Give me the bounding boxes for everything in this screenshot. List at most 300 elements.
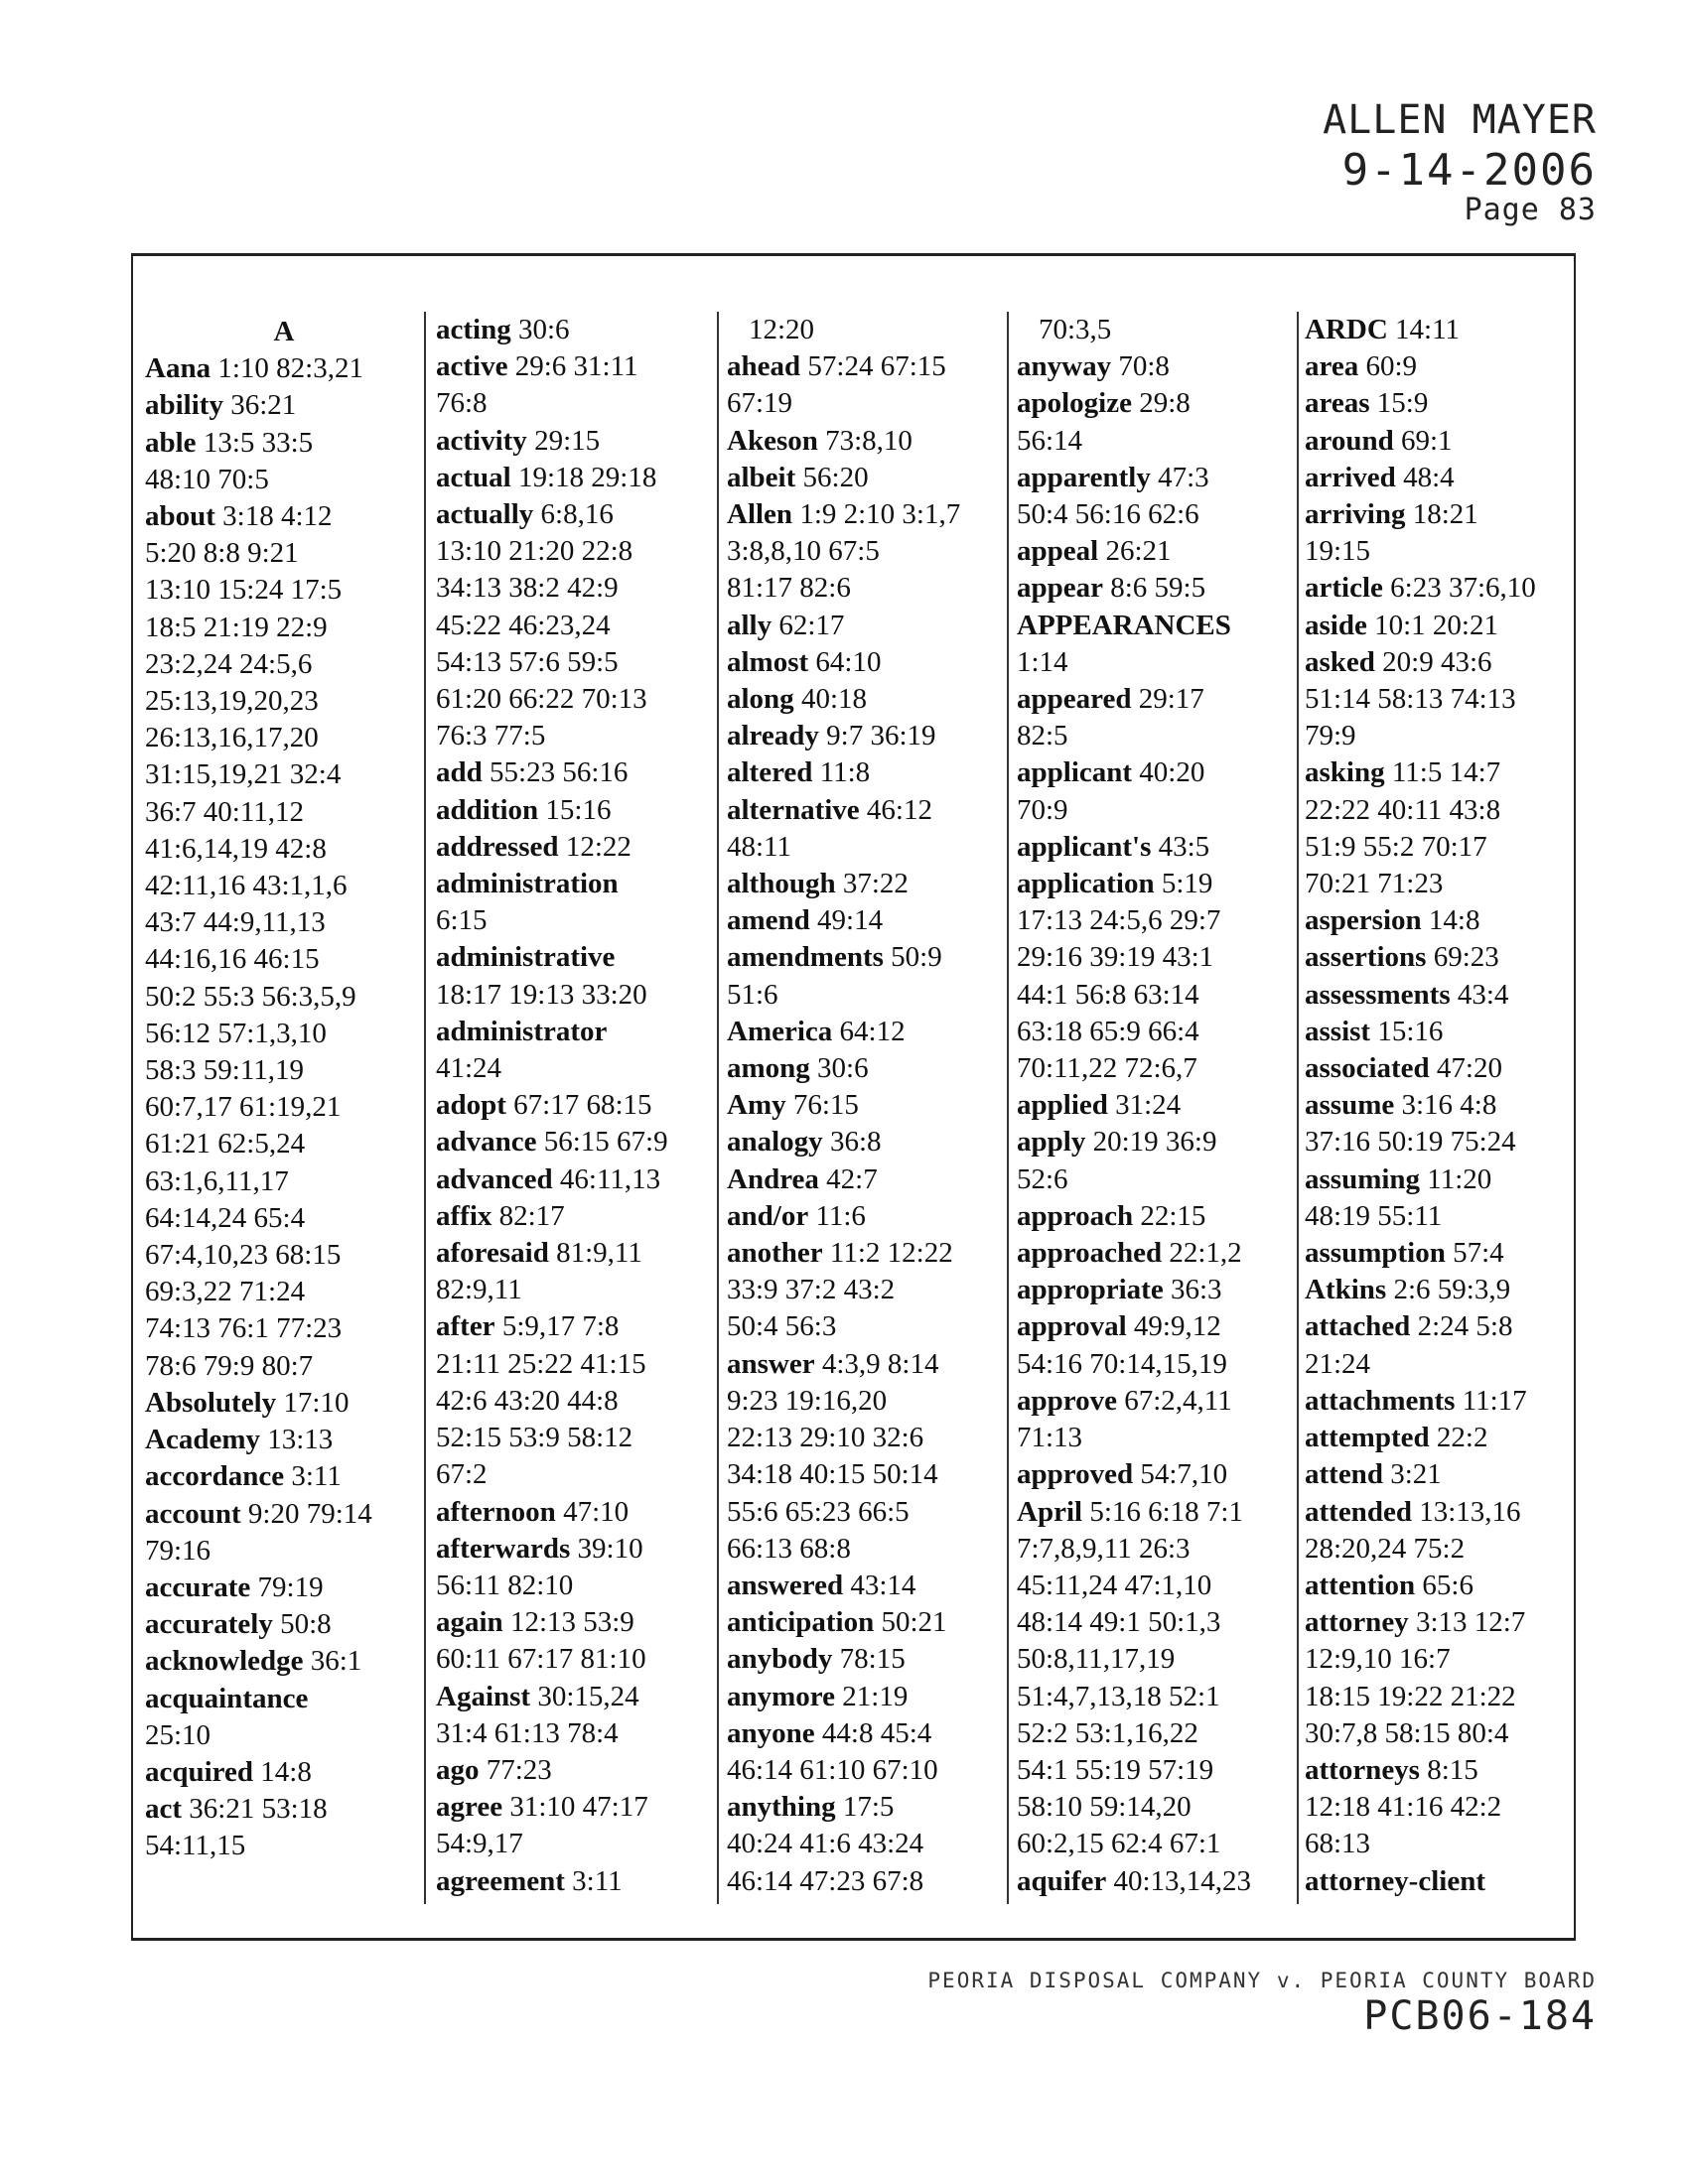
page-number: Page 83: [1464, 193, 1597, 227]
page-line-refs: 40:13,14,23: [1113, 1864, 1252, 1897]
page-line-refs: 20:19 36:9: [1092, 1126, 1217, 1159]
page-line-refs: 15:9: [1376, 387, 1429, 420]
page-line-refs: 81:9,11: [556, 1237, 642, 1270]
page-line-refs: 8:6 59:5: [1110, 572, 1206, 605]
index-term: ally: [727, 609, 772, 641]
page-line-refs: 23:2,24 24:5,6: [145, 647, 313, 680]
index-entry: [1017, 460, 1300, 533]
page-line-refs: 58:10 59:14,20: [1017, 1791, 1192, 1824]
index-term: attention: [1305, 1569, 1416, 1601]
page-line-refs: 46:14 47:23 67:8: [727, 1864, 924, 1897]
page-line-refs: 52:6: [1017, 1162, 1068, 1195]
index-entry: [1305, 902, 1573, 939]
index-term: afterwards: [436, 1532, 571, 1565]
page-line-refs: 31:4 61:13 78:4: [436, 1716, 619, 1749]
page-line-refs: 64:12: [839, 1015, 906, 1047]
page-line-refs: 78:6 79:9 80:7: [145, 1349, 314, 1382]
page-line-refs: 5:16 6:18 7:1: [1089, 1495, 1243, 1528]
index-entry: [436, 1752, 719, 1789]
index-term: Aana: [145, 352, 211, 385]
case-number: PCB06-184: [1363, 1993, 1597, 2039]
page-line-refs: 82:9,11: [436, 1274, 522, 1306]
index-term: aquifer: [1017, 1864, 1107, 1897]
index-entry: [1305, 385, 1573, 422]
index-entry: [145, 350, 423, 387]
index-term: amend: [727, 904, 810, 937]
index-entry: [436, 496, 719, 754]
index-entry: [727, 608, 1010, 644]
index-entry: [1305, 1050, 1573, 1087]
page-line-refs: 42:7: [826, 1162, 878, 1195]
page-line-refs: 12:9,10 16:7: [1305, 1643, 1451, 1676]
page-line-refs: 25:10: [145, 1718, 211, 1751]
page-line-refs: 15:16: [1377, 1015, 1444, 1047]
page-line-refs: 9:7 36:19: [826, 720, 936, 752]
index-entry: [1017, 312, 1300, 348]
index-term: aside: [1305, 609, 1367, 641]
index-entry: [436, 348, 719, 422]
page-line-refs: 11:5 14:7: [1391, 756, 1501, 789]
index-entry: [727, 348, 1010, 422]
page-line-refs: 48:10 70:5: [145, 463, 269, 495]
index-entry: [436, 1124, 719, 1160]
index-entry: [436, 1789, 719, 1862]
page-line-refs: 31:10 47:17: [509, 1791, 648, 1824]
page-line-refs: 30:6: [817, 1052, 869, 1085]
index-entry: [727, 1161, 1010, 1198]
page-line-refs: 20:9 43:6: [1382, 645, 1492, 678]
index-term: Andrea: [727, 1162, 819, 1195]
page-line-refs: 82:17: [498, 1199, 565, 1232]
index-entry: [727, 1087, 1010, 1124]
page-line-refs: 3:13 12:7: [1415, 1606, 1526, 1639]
page-line-refs: 3:16 4:8: [1401, 1089, 1497, 1122]
index-entry: [727, 1641, 1010, 1678]
page-line-refs: 48:14 49:1 50:1,3: [1017, 1606, 1221, 1639]
page-line-refs: 67:17 68:15: [513, 1089, 652, 1122]
index-entry: [727, 1604, 1010, 1641]
page-line-refs: 44:1 56:8 63:14: [1017, 978, 1199, 1011]
index-term: agree: [436, 1791, 503, 1824]
index-entry: [727, 939, 1010, 1013]
index-entry: [1305, 1087, 1573, 1160]
index-term: applicant's: [1017, 830, 1152, 863]
index-entry: [145, 1681, 423, 1754]
index-term: ago: [436, 1753, 480, 1786]
page-line-refs: 2:24 5:8: [1417, 1310, 1513, 1343]
index-entry: [436, 829, 719, 866]
index-term: along: [727, 683, 794, 716]
page-line-refs: 30:7,8 58:15 80:4: [1305, 1716, 1509, 1749]
index-letter-heading: A: [273, 316, 295, 347]
index-entry: [145, 1570, 423, 1606]
page-line-refs: 68:13: [1305, 1828, 1371, 1860]
index-term: approved: [1017, 1458, 1134, 1491]
page-line-refs: 45:11,24 47:1,10: [1017, 1569, 1212, 1601]
page-line-refs: 79:16: [145, 1534, 211, 1567]
index-term: approve: [1017, 1384, 1117, 1417]
page-line-refs: 3:18 4:12: [222, 500, 333, 533]
index-term: adopt: [436, 1089, 506, 1122]
page-line-refs: 51:14 58:13 74:13: [1305, 683, 1516, 716]
page-line-refs: 25:13,19,20,23: [145, 685, 319, 718]
index-term: attended: [1305, 1495, 1412, 1528]
page-line-refs: 1:14: [1017, 645, 1068, 678]
index-term: advanced: [436, 1162, 553, 1195]
index-term: attempted: [1305, 1422, 1430, 1454]
page-line-refs: 76:3 77:5: [436, 720, 546, 752]
page-line-refs: 46:14 61:10 67:10: [727, 1753, 938, 1786]
index-entry: [1305, 312, 1573, 348]
index-entry: [727, 1014, 1010, 1050]
page-line-refs: 8:15: [1427, 1753, 1478, 1786]
index-entry: [145, 498, 423, 1385]
page-line-refs: 47:20: [1436, 1052, 1502, 1085]
index-term: actual: [436, 461, 511, 493]
index-entry: [145, 1422, 423, 1458]
page-line-refs: 52:2 53:1,16,22: [1017, 1716, 1198, 1749]
index-entry: [436, 939, 719, 1013]
index-term: alternative: [727, 793, 860, 826]
index-entry: [1017, 533, 1300, 570]
index-entry: [1305, 1568, 1573, 1604]
page-line-refs: 3:21: [1390, 1458, 1442, 1491]
index-entry: [1305, 496, 1573, 570]
page-line-refs: 4:3,9 8:14: [821, 1347, 939, 1380]
page-line-refs: 36:21 53:18: [189, 1793, 328, 1826]
index-term: acting: [436, 314, 511, 345]
page-line-refs: 2:6 59:3,9: [1393, 1274, 1511, 1306]
index-entry: [1017, 385, 1300, 459]
page-line-refs: 56:12 57:1,3,10: [145, 1017, 327, 1049]
index-entry: [727, 460, 1010, 496]
page-line-refs: 56:15 67:9: [543, 1126, 668, 1159]
index-term: apologize: [1017, 387, 1132, 420]
page-line-refs: 11:2 12:22: [829, 1237, 953, 1270]
index-entry: [1305, 644, 1573, 755]
index-entry: [1305, 608, 1573, 644]
index-term: appeal: [1017, 535, 1099, 568]
index-entry: [145, 425, 423, 498]
page-line-refs: 26:21: [1105, 535, 1172, 568]
index-entry: [727, 423, 1010, 460]
index-term: add: [436, 756, 483, 789]
page-line-refs: 34:13 38:2 42:9: [436, 572, 619, 605]
page-line-refs: 47:3: [1158, 461, 1209, 493]
index-entry: [1017, 681, 1300, 754]
index-term: afternoon: [436, 1495, 556, 1528]
page-line-refs: 14:8: [260, 1755, 312, 1788]
index-term: area: [1305, 350, 1359, 383]
index-term: ability: [145, 389, 223, 422]
index-term: anybody: [727, 1643, 833, 1676]
page-line-refs: 70:3,5: [1039, 314, 1112, 345]
column-divider: [1007, 312, 1009, 1904]
page-line-refs: 77:23: [486, 1753, 552, 1786]
index-entry: [436, 1531, 719, 1604]
page-line-refs: 11:6: [815, 1199, 866, 1232]
index-entry: [436, 1198, 719, 1235]
index-entry: [436, 312, 719, 348]
index-entry: [436, 1087, 719, 1124]
page-line-refs: 29:15: [534, 424, 601, 457]
page-line-refs: 30:6: [517, 314, 570, 345]
page-line-refs: 22:22 40:11 43:8: [1305, 793, 1501, 826]
index-entry: [1017, 608, 1300, 681]
index-term: around: [1305, 424, 1394, 457]
index-term: asked: [1305, 645, 1375, 678]
index-entry: [727, 1124, 1010, 1160]
index-term: assessments: [1305, 978, 1451, 1011]
index-term: amendments: [727, 941, 884, 974]
index-entry: [1305, 460, 1573, 496]
index-term: account: [145, 1497, 241, 1530]
index-term: anyway: [1017, 350, 1112, 383]
page-line-refs: 17:5: [842, 1791, 895, 1824]
index-entry: [1017, 1494, 1300, 1863]
page-line-refs: 21:19: [842, 1680, 909, 1712]
page-line-refs: 22:15: [1140, 1199, 1206, 1232]
page-line-refs: 47:10: [563, 1495, 630, 1528]
deponent-name: ALLEN MAYER: [1323, 97, 1597, 143]
index-entry: [727, 1198, 1010, 1235]
page-line-refs: 39:10: [577, 1532, 643, 1565]
page-line-refs: 70:11,22 72:6,7: [1017, 1052, 1197, 1085]
index-term: accurately: [145, 1608, 273, 1641]
page-line-refs: 11:8: [819, 756, 871, 789]
page-line-refs: 29:6 31:11: [514, 350, 638, 383]
page-line-refs: 57:4: [1453, 1237, 1504, 1270]
page-line-refs: 31:15,19,21 32:4: [145, 758, 342, 791]
page-line-refs: 50:21: [881, 1606, 947, 1639]
index-term: altered: [727, 756, 813, 789]
index-entry: [436, 1014, 719, 1087]
index-entry: [145, 1496, 423, 1570]
index-term: April: [1017, 1495, 1083, 1528]
page-line-refs: 54:11,15: [145, 1830, 246, 1862]
page-line-refs: 22:1,2: [1169, 1237, 1242, 1270]
index-entry: [727, 1679, 1010, 1715]
index-term: agreement: [436, 1864, 565, 1897]
index-term: accurate: [145, 1570, 251, 1603]
page-line-refs: 43:7 44:9,11,13: [145, 906, 326, 939]
page-line-refs: 51:6: [727, 978, 778, 1011]
page-line-refs: 18:21: [1412, 498, 1478, 531]
page-line-refs: 37:22: [842, 868, 909, 900]
index-entry: [1305, 570, 1573, 607]
index-term: asking: [1305, 756, 1385, 789]
index-term: approval: [1017, 1310, 1127, 1343]
index-term: affix: [436, 1199, 492, 1232]
index-term: assuming: [1305, 1162, 1421, 1195]
page-line-refs: 41:6,14,19 42:8: [145, 832, 327, 865]
index-entry: [727, 1715, 1010, 1789]
index-term: assumption: [1305, 1237, 1446, 1270]
index-entry: [1017, 1456, 1300, 1493]
page-line-refs: 50:8: [280, 1608, 332, 1641]
page-line-refs: 56:14: [1017, 424, 1083, 457]
page-line-refs: 29:16 39:19 43:1: [1017, 941, 1214, 974]
page-line-refs: 11:20: [1427, 1162, 1492, 1195]
index-entry: [1305, 1161, 1573, 1235]
index-term: able: [145, 426, 197, 459]
index-entry: [145, 1606, 423, 1643]
index-term: Allen: [727, 498, 793, 531]
index-term: APPEARANCES: [1017, 609, 1231, 641]
index-term: approached: [1017, 1237, 1163, 1270]
index-term: almost: [727, 645, 809, 678]
page-line-refs: 22:13 29:10 32:6: [727, 1422, 924, 1454]
index-term: administrator: [436, 1015, 608, 1047]
index-term: advance: [436, 1126, 537, 1159]
index-entry: [145, 1791, 423, 1864]
index-entry: [1305, 1420, 1573, 1456]
index-term: appropriate: [1017, 1274, 1164, 1306]
page-line-refs: 60:7,17 61:19,21: [145, 1091, 342, 1124]
index-entry: [727, 902, 1010, 939]
index-term: Akeson: [727, 424, 818, 457]
index-term: addressed: [436, 830, 559, 863]
index-entry: [727, 644, 1010, 681]
index-entry: [727, 1050, 1010, 1087]
page-line-refs: 54:1 55:19 57:19: [1017, 1753, 1214, 1786]
index-term: among: [727, 1052, 810, 1085]
page-line-refs: 21:11 25:22 41:15: [436, 1347, 646, 1380]
index-entry: [436, 1863, 719, 1900]
page-line-refs: 79:19: [257, 1570, 324, 1603]
index-term: Absolutely: [145, 1386, 277, 1419]
index-term: applied: [1017, 1089, 1108, 1122]
page-line-refs: 57:24 67:15: [807, 350, 946, 383]
page-line-refs: 40:24 41:6 43:24: [727, 1828, 924, 1860]
index-entry: [436, 1308, 719, 1493]
index-term: apparently: [1017, 461, 1151, 493]
index-term: after: [436, 1310, 495, 1343]
index-term: approach: [1017, 1199, 1134, 1232]
page-line-refs: 55:23 56:16: [490, 756, 629, 789]
index-entry: [1017, 1124, 1300, 1197]
index-entry: [436, 1679, 719, 1752]
page-line-refs: 69:1: [1400, 424, 1453, 457]
index-entry: [727, 866, 1010, 902]
page-line-refs: 71:13: [1017, 1422, 1083, 1454]
page-line-refs: 43:14: [850, 1569, 916, 1601]
index-term: administration: [436, 868, 619, 900]
page-line-refs: 37:16 50:19 75:24: [1305, 1126, 1516, 1159]
index-term: ARDC: [1305, 314, 1388, 345]
index-term: albeit: [727, 461, 796, 493]
index-entry: [1017, 570, 1300, 607]
index-term: apply: [1017, 1126, 1086, 1159]
index-term: acknowledge: [145, 1645, 304, 1678]
page-line-refs: 64:10: [815, 645, 882, 678]
index-term: activity: [436, 424, 527, 457]
index-entry: [145, 1643, 423, 1680]
index-entry: [1305, 977, 1573, 1014]
page-line-refs: 36:21: [230, 389, 297, 422]
index-entry: [727, 312, 1010, 348]
page-line-refs: 13:10 21:20 22:8: [436, 535, 633, 568]
page-line-refs: 46:12: [866, 793, 932, 826]
index-term: already: [727, 720, 819, 752]
page-line-refs: 14:11: [1395, 314, 1461, 345]
index-entry: [145, 1458, 423, 1495]
index-term: appear: [1017, 572, 1103, 605]
page-line-refs: 46:11,13: [559, 1162, 661, 1195]
page-line-refs: 22:2: [1436, 1422, 1488, 1454]
page-line-refs: 14:8: [1428, 904, 1480, 937]
index-entry: [1305, 1308, 1573, 1382]
page-line-refs: 18:15 19:22 21:22: [1305, 1680, 1516, 1712]
column-divider: [717, 312, 719, 1904]
page-line-refs: 3:8,8,10 67:5: [727, 535, 880, 568]
page-line-refs: 67:2: [436, 1458, 488, 1491]
page-line-refs: 56:11 82:10: [436, 1569, 574, 1601]
page-line-refs: 26:13,16,17,20: [145, 722, 319, 754]
page-line-refs: 54:9,17: [436, 1828, 523, 1860]
index-entry: [1017, 1198, 1300, 1235]
page-line-refs: 70:21 71:23: [1305, 868, 1444, 900]
index-term: associated: [1305, 1052, 1430, 1085]
index-term: assume: [1305, 1089, 1395, 1122]
page-line-refs: 45:22 46:23,24: [436, 609, 611, 641]
page-line-refs: 43:5: [1158, 830, 1210, 863]
page-line-refs: 67:2,4,11: [1124, 1384, 1232, 1417]
index-term: ahead: [727, 350, 801, 383]
page-line-refs: 65:6: [1422, 1569, 1474, 1601]
index-entry: [1017, 1863, 1300, 1900]
page-line-refs: 48:11: [727, 830, 791, 863]
page-line-refs: 50:2 55:3 56:3,5,9: [145, 980, 356, 1013]
index-entry: [436, 866, 719, 939]
page-line-refs: 29:8: [1139, 387, 1191, 420]
page-line-refs: 60:2,15 62:4 67:1: [1017, 1828, 1221, 1860]
index-entry: [1305, 939, 1573, 976]
index-term: analogy: [727, 1126, 823, 1159]
index-term: America: [727, 1015, 833, 1047]
index-term: acquired: [145, 1755, 254, 1788]
index-term: attorney: [1305, 1606, 1409, 1639]
page-line-refs: 30:15,24: [537, 1680, 639, 1712]
index-entry: [1305, 423, 1573, 460]
index-entry: [727, 1789, 1010, 1900]
page-line-refs: 40:20: [1139, 756, 1205, 789]
page-line-refs: 1:9 2:10 3:1,7: [799, 498, 961, 531]
page-line-refs: 70:8: [1118, 350, 1170, 383]
index-term: anymore: [727, 1680, 836, 1712]
page-line-refs: 82:5: [1017, 720, 1068, 752]
index-term: areas: [1305, 387, 1370, 420]
page-line-refs: 43:4: [1457, 978, 1509, 1011]
case-title: PEORIA DISPOSAL COMPANY v. PEORIA COUNTY BOARD: [927, 1969, 1597, 1992]
page-line-refs: 31:24: [1115, 1089, 1182, 1122]
index-entry: [1305, 1383, 1573, 1420]
index-entry: [727, 718, 1010, 754]
page-line-refs: 1:10 82:3,21: [217, 352, 363, 385]
deposition-date: 9-14-2006: [1341, 145, 1597, 196]
index-entry: [436, 1235, 719, 1308]
page-line-refs: 19:18 29:18: [517, 461, 657, 493]
page-line-refs: 6:8,16: [540, 498, 614, 531]
page-line-refs: 6:15: [436, 904, 488, 937]
index-term: anyone: [727, 1716, 815, 1749]
index-entry: [1305, 348, 1573, 385]
index-entry: [436, 1604, 719, 1678]
index-term: attorneys: [1305, 1753, 1420, 1786]
index-entry: [145, 387, 423, 424]
index-term: actually: [436, 498, 534, 531]
page-line-refs: 66:13 68:8: [727, 1532, 851, 1565]
